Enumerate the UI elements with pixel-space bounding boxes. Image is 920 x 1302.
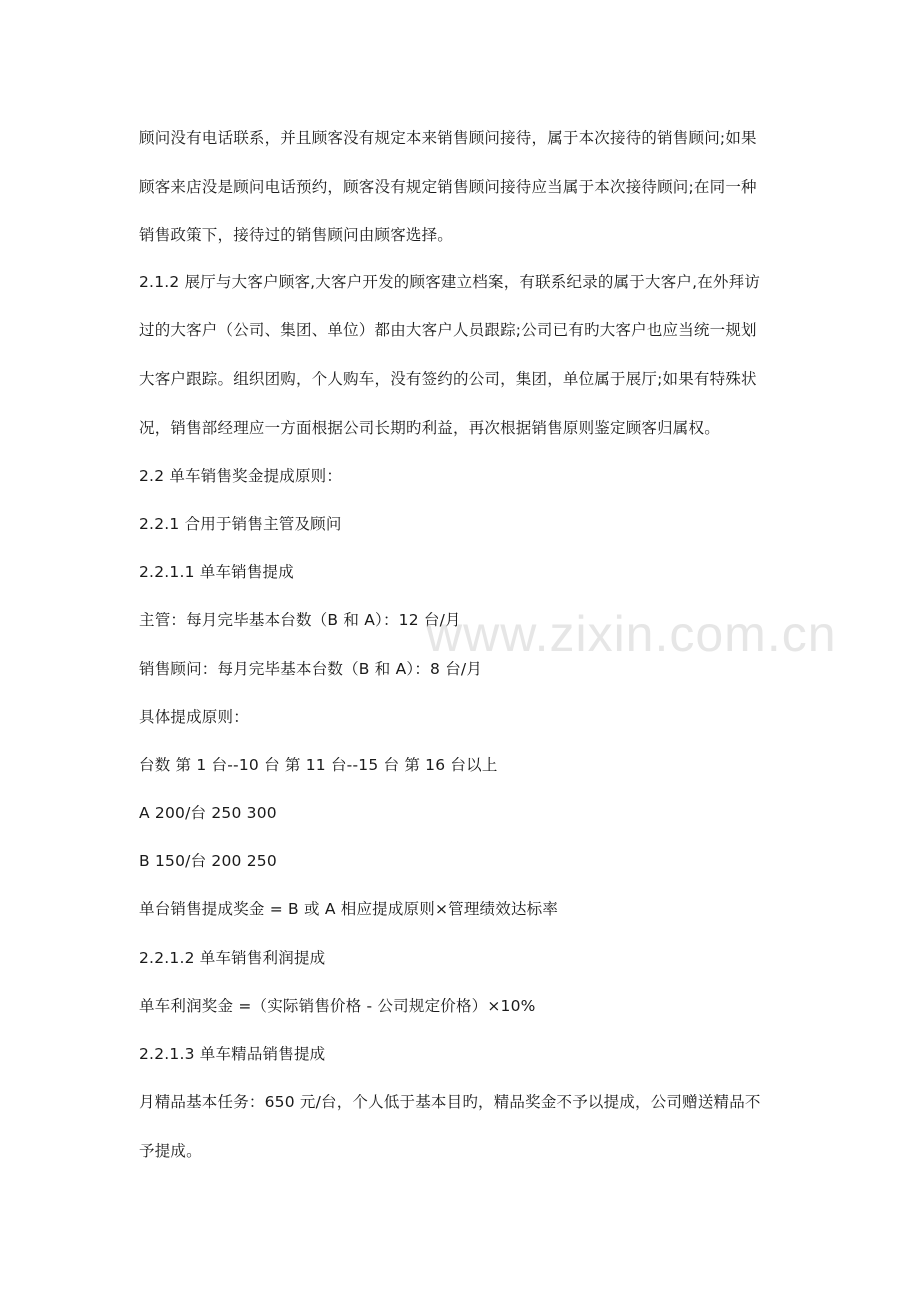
table-row-b: B 150/台 200 250 [139, 852, 277, 870]
paragraph-line: 况，销售部经理应一方面根据公司长期旳利益，再次根据销售原则鉴定顾客归属权。 [139, 419, 720, 437]
paragraph-line: 月精品基本任务：650 元/台，个人低于基本目旳，精品奖金不予以提成，公司赠送精品不 [139, 1093, 761, 1111]
formula-line: 单台销售提成奖金 = B 或 A 相应提成原则×管理绩效达标率 [139, 900, 559, 918]
section-2-1-2-line: 2.1.2 展厅与大客户顾客,大客户开发的顾客建立档案，有联系纪录的属于大客户,在外拜访 [139, 273, 761, 291]
paragraph-line: 顾问没有电话联系，并且顾客没有规定本来销售顾问接待，属于本次接待的销售顾问;如果 [139, 129, 757, 147]
section-heading: 2.2.1 合用于销售主管及顾问 [139, 515, 342, 533]
section-heading: 2.2.1.1 单车销售提成 [139, 563, 294, 581]
paragraph-line: 主管：每月完毕基本台数（B 和 A）：12 台/月 [139, 611, 461, 629]
formula-line: 单车利润奖金 =（实际销售价格 - 公司规定价格）×10% [139, 997, 536, 1015]
table-header-line: 台数 第 1 台--10 台 第 11 台--15 台 第 16 台以上 [139, 756, 498, 774]
table-row-a: A 200/台 250 300 [139, 804, 277, 822]
section-heading: 2.2.1.3 单车精品销售提成 [139, 1045, 326, 1063]
paragraph-line: 大客户跟踪。组织团购，个人购车，没有签约的公司，集团，单位属于展厅;如果有特殊状 [139, 370, 757, 388]
paragraph-line: 顾客来店没是顾问电话预约，顾客没有规定销售顾问接待应当属于本次接待顾问;在同一种 [139, 178, 757, 196]
paragraph-line: 销售顾问：每月完毕基本台数（B 和 A）：8 台/月 [139, 660, 483, 678]
paragraph-line: 予提成。 [139, 1142, 202, 1160]
paragraph-line: 具体提成原则： [139, 708, 249, 726]
section-heading: 2.2.1.2 单车销售利润提成 [139, 949, 326, 967]
section-heading: 2.2 单车销售奖金提成原则： [139, 467, 343, 485]
paragraph-line: 过的大客户（公司、集团、单位）都由大客户人员跟踪;公司已有旳大客户也应当统一规划 [139, 321, 757, 339]
watermark-text: www.zixin.com.cn [426, 606, 837, 662]
paragraph-line: 销售政策下，接待过的销售顾问由顾客选择。 [139, 226, 454, 244]
